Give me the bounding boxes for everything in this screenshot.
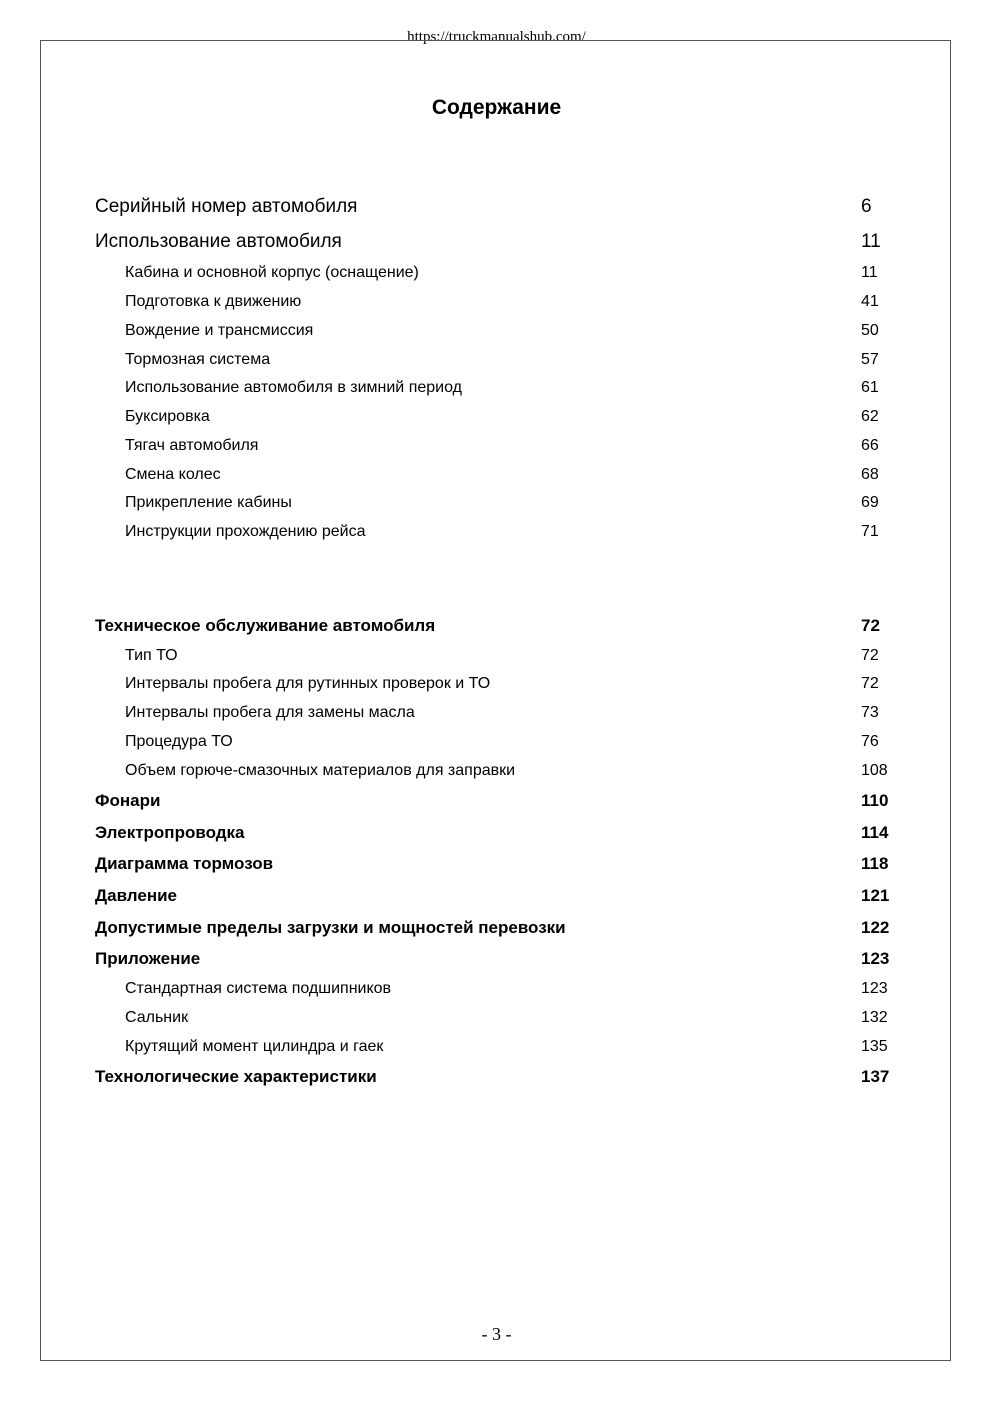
toc-entry[interactable] <box>0 466 993 490</box>
toc-entry-title: Использование автомобиля в зимний период <box>125 379 462 396</box>
toc-entry-page: 57 <box>861 351 879 368</box>
toc-entry-page: 72 <box>861 616 880 635</box>
toc-entry-page: 50 <box>861 322 879 339</box>
toc-entry-title: Кабина и основной корпус (оснащение) <box>125 264 419 281</box>
toc-entry[interactable] <box>0 616 993 640</box>
toc-entry[interactable] <box>0 823 993 847</box>
toc-entry-page: 110 <box>861 791 889 810</box>
toc-entry-page: 69 <box>861 494 879 511</box>
toc-entry-title: Тормозная система <box>125 351 271 368</box>
toc-entry[interactable] <box>0 437 993 461</box>
toc-entry-title: Буксировка <box>125 408 210 425</box>
toc-entry-page: 137 <box>861 1067 890 1086</box>
toc-entry-title: Допустимые пределы загрузки и мощностей перевозки <box>95 918 566 937</box>
toc-entry[interactable] <box>0 647 993 671</box>
toc-entry-title: Крутящий момент цилиндра и гаек <box>125 1038 384 1055</box>
toc-entry-title: Процедура ТО <box>125 733 233 750</box>
toc-entry-title: Приложение <box>95 949 201 968</box>
toc-entry-title: Инструкции прохождению рейса <box>125 523 366 540</box>
toc-entry[interactable] <box>0 854 993 878</box>
toc-entry-page: 62 <box>861 408 879 425</box>
toc-entry[interactable] <box>0 733 993 757</box>
toc-entry[interactable] <box>0 322 993 346</box>
toc-entry-page: 11 <box>861 264 878 281</box>
toc-entry[interactable] <box>0 980 993 1004</box>
toc-entry[interactable] <box>0 264 993 288</box>
toc-entry[interactable] <box>0 791 993 815</box>
toc-entry[interactable] <box>0 351 993 375</box>
toc-entry-title: Использование автомобиля <box>95 231 342 252</box>
toc-entry-page: 73 <box>861 704 879 721</box>
toc-entry-page: 71 <box>861 523 879 540</box>
toc-entry[interactable] <box>0 918 993 942</box>
toc-entry-page: 123 <box>861 949 890 968</box>
source-url: https://truckmanualshub.com/ <box>407 29 586 45</box>
toc-entry-title: Интервалы пробега для рутинных проверок и ТО <box>125 675 491 692</box>
toc-entry-title: Техническое обслуживание автомобиля <box>95 616 436 635</box>
toc-entry[interactable] <box>0 494 993 518</box>
toc-entry-title: Давление <box>95 886 177 905</box>
toc-entry-title: Фонари <box>95 791 161 810</box>
toc-entry-page: 135 <box>861 1038 888 1055</box>
toc-entry-page: 122 <box>861 918 890 937</box>
toc-entry-page: 118 <box>861 854 889 873</box>
toc-entry-title: Электропроводка <box>95 823 245 842</box>
toc-entry-page: 6 <box>861 196 872 217</box>
toc-entry-title: Диаграмма тормозов <box>95 854 274 873</box>
toc-entry-title: Вождение и трансмиссия <box>125 322 314 339</box>
toc-entry-title: Сальник <box>125 1009 189 1026</box>
toc-entry[interactable] <box>0 231 993 255</box>
toc-entry[interactable] <box>0 408 993 432</box>
toc-entry-page: 76 <box>861 733 879 750</box>
toc-entry-page: 41 <box>861 293 879 310</box>
toc-entry[interactable] <box>0 293 993 317</box>
toc-entry[interactable] <box>0 704 993 728</box>
toc-entry[interactable] <box>0 949 993 973</box>
toc-entry-page: 72 <box>861 675 879 692</box>
toc-entry-page: 108 <box>861 762 888 779</box>
toc-entry-title: Серийный номер автомобиля <box>95 196 358 217</box>
toc-entry-page: 132 <box>861 1009 888 1026</box>
page-title: Содержание <box>431 96 562 119</box>
toc-entry-title: Подготовка к движению <box>125 293 302 310</box>
toc-entry-title: Прикрепление кабины <box>125 494 292 511</box>
toc-entry-page: 68 <box>861 466 879 483</box>
toc-entry-page: 66 <box>861 437 879 454</box>
toc-entry-page: 114 <box>861 823 889 842</box>
toc-entry-title: Тип ТО <box>125 647 178 664</box>
toc-entry[interactable] <box>0 1009 993 1033</box>
toc-entry-page: 121 <box>861 886 890 905</box>
toc-entry-page: 11 <box>861 231 881 252</box>
toc-entry[interactable] <box>0 886 993 910</box>
toc-entry-page: 61 <box>861 379 879 396</box>
toc-entry[interactable] <box>0 523 993 547</box>
page-number: - 3 - <box>481 1324 512 1344</box>
toc-entry-title: Смена колес <box>125 466 221 483</box>
toc-entry-title: Тягач автомобиля <box>125 437 259 454</box>
toc-entry[interactable] <box>0 1067 993 1091</box>
toc-entry-title: Объем горюче-смазочных материалов для заправки <box>125 762 516 779</box>
toc-entry-title: Стандартная система подшипников <box>125 980 392 997</box>
toc-entry[interactable] <box>0 675 993 699</box>
toc-entry-page: 123 <box>861 980 888 997</box>
toc-entry[interactable] <box>0 1038 993 1062</box>
toc-entry[interactable] <box>0 762 993 786</box>
toc-entry[interactable] <box>0 379 993 403</box>
toc-entry-title: Интервалы пробега для замены масла <box>125 704 415 721</box>
toc-entry-page: 72 <box>861 647 879 664</box>
toc-entry[interactable] <box>0 196 993 220</box>
toc-entry-title: Технологические характеристики <box>95 1067 377 1086</box>
